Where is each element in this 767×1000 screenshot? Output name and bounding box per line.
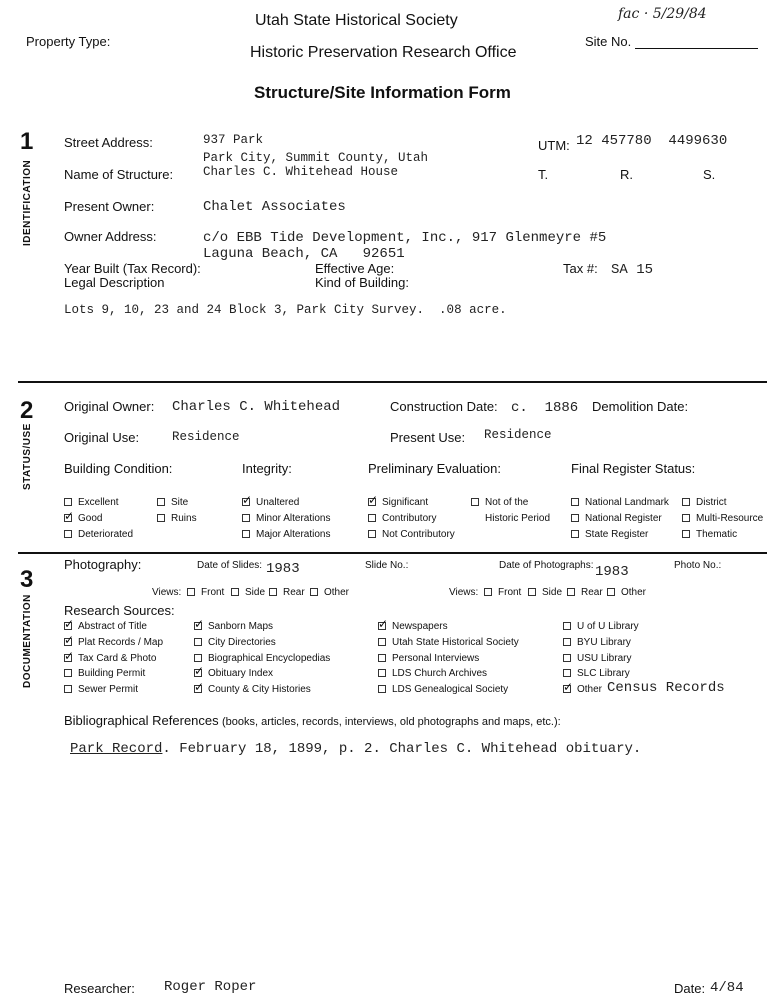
section-2-divider [18, 552, 767, 554]
section-2-number: 2 [20, 397, 34, 424]
checkbox-checked-icon [64, 514, 72, 522]
utm-label: UTM: [538, 138, 570, 153]
checkbox-icon [194, 638, 202, 646]
checkbox-icon [563, 622, 571, 630]
condition-label: Building Condition: [64, 461, 173, 476]
construction-date-label: Construction Date: [390, 399, 498, 414]
construction-date: c. 1886 [511, 400, 579, 416]
checkbox-icon [242, 530, 250, 538]
property-type-label: Property Type: [26, 34, 111, 49]
building-kind-label: Kind of Building: [315, 275, 409, 290]
legal-description-label: Legal Description [64, 275, 165, 290]
form-title: Structure/Site Information Form [254, 83, 511, 102]
research-obituary[interactable]: ✓Obituary Index [194, 668, 273, 679]
tax-label: Tax #: [563, 261, 598, 276]
t-label: T. [538, 167, 549, 182]
views-slides-rear[interactable]: Rear [269, 587, 305, 598]
views-photos-label: Views: [449, 587, 479, 598]
views-photos-other[interactable]: Other [607, 587, 646, 598]
slides-date: 1983 [266, 561, 300, 577]
checkbox-icon [607, 588, 615, 596]
section-1-number: 1 [20, 128, 34, 155]
register-state-register[interactable]: State Register [571, 529, 648, 540]
research-other[interactable]: ✓Other [563, 684, 602, 695]
research-plat[interactable]: ✓Plat Records / Map [64, 637, 163, 648]
present-use-label: Present Use: [390, 430, 466, 445]
evaluation-label: Preliminary Evaluation: [368, 461, 501, 476]
register-national-register[interactable]: National Register [571, 513, 662, 524]
checkbox-icon [194, 654, 202, 662]
research-building-permit[interactable]: Building Permit [64, 668, 145, 679]
slides-date-label: Date of Slides: [197, 560, 263, 571]
date-label: Date: [674, 981, 706, 996]
section-3-number: 3 [20, 566, 34, 593]
original-use: Residence [172, 430, 240, 444]
research-byu[interactable]: BYU Library [563, 637, 631, 648]
street-address-label: Street Address: [64, 135, 153, 150]
checkbox-checked-icon [64, 622, 72, 630]
office-name: Historic Preservation Research Office [250, 44, 517, 61]
photo-no-label: Photo No.: [674, 560, 722, 571]
checkbox-checked-icon [194, 669, 202, 677]
condition-ruins[interactable]: Ruins [157, 513, 197, 524]
site-no-label: Site No. [585, 34, 758, 49]
research-lds-genealogical[interactable]: LDS Genealogical Society [378, 684, 508, 695]
research-abstract[interactable]: ✓Abstract of Title [64, 621, 147, 632]
original-use-label: Original Use: [64, 430, 140, 445]
checkbox-icon [269, 588, 277, 596]
checkbox-icon [231, 588, 239, 596]
register-multi-resource[interactable]: Multi-Resource [682, 513, 763, 524]
checkbox-icon [368, 514, 376, 522]
checkbox-icon [242, 514, 250, 522]
checkbox-icon [563, 638, 571, 646]
checkbox-icon [64, 530, 72, 538]
research-label: Research Sources: [64, 603, 175, 618]
year-built-label: Year Built (Tax Record): [64, 261, 201, 276]
checkbox-checked-icon [378, 622, 386, 630]
checkbox-icon [378, 685, 386, 693]
section-3-vertical-label: DOCUMENTATION [22, 594, 33, 688]
checkbox-icon [471, 498, 479, 506]
present-use: Residence [484, 428, 552, 442]
original-owner-label: Original Owner: [64, 399, 155, 414]
researcher-name: Roger Roper [164, 979, 257, 995]
research-interviews[interactable]: Personal Interviews [378, 653, 479, 664]
legal-description: Lots 9, 10, 23 and 24 Block 3, Park City Survey. .08 acre. [64, 303, 507, 317]
checkbox-icon [64, 498, 72, 506]
research-other-value: Census Records [607, 680, 725, 696]
checkbox-icon [567, 588, 575, 596]
checkbox-icon [571, 514, 579, 522]
street-address-line1: 937 Park [203, 133, 264, 147]
utm-value: 12 457780 4499630 [576, 133, 728, 149]
demolition-date-label: Demolition Date: [592, 399, 689, 414]
checkbox-icon [563, 654, 571, 662]
research-county-histories[interactable]: ✓County & City Histories [194, 684, 311, 695]
register-thematic[interactable]: Thematic [682, 529, 737, 540]
research-newspapers[interactable]: ✓Newspapers [378, 621, 448, 632]
owner-address-line1: c/o EBB Tide Development, Inc., 917 Glenmeyre #5 [203, 230, 607, 246]
biblio-heading: Bibliographical References (books, articles, records, interviews, old photographs and maps, etc.): [64, 713, 561, 728]
structure-name: Charles C. Whitehead House [203, 165, 399, 179]
tax-value: SA 15 [611, 262, 654, 278]
checkbox-icon [571, 530, 579, 538]
site-no-field [635, 37, 758, 49]
register-label: Final Register Status: [571, 461, 696, 476]
checkbox-icon [484, 588, 492, 596]
integrity-label: Integrity: [242, 461, 292, 476]
checkbox-icon [378, 638, 386, 646]
checkbox-checked-icon [64, 638, 72, 646]
register-district[interactable]: District [682, 497, 727, 508]
evaluation-contributory[interactable]: Contributory [368, 513, 436, 524]
condition-deteriorated[interactable]: Deteriorated [64, 529, 133, 540]
checkbox-icon [528, 588, 536, 596]
checkbox-checked-icon [242, 498, 250, 506]
views-photos-front[interactable]: Front [484, 587, 521, 598]
biblio-text: . February 18, 1899, p. 2. Charles C. Whitehead obituary. [162, 741, 642, 757]
org-name: Utah State Historical Society [255, 12, 458, 29]
checkbox-icon [682, 530, 690, 538]
views-slides-side[interactable]: Side [231, 587, 265, 598]
photography-label: Photography: [64, 557, 142, 572]
research-city-directories[interactable]: City Directories [194, 637, 276, 648]
section-2-vertical-label: STATUS/USE [22, 423, 33, 490]
owner-address-line2: Laguna Beach, CA 92651 [203, 246, 405, 262]
register-national-landmark[interactable]: National Landmark [571, 497, 669, 508]
evaluation-not-contributory[interactable]: Not Contributory [368, 529, 455, 540]
structure-name-label: Name of Structure: [64, 167, 174, 182]
section-1-divider [18, 381, 767, 383]
condition-excellent[interactable]: Excellent [64, 497, 119, 508]
s-label: S. [703, 167, 716, 182]
original-owner: Charles C. Whitehead [172, 399, 341, 415]
biblio-title: Park Record [70, 741, 163, 757]
views-slides-other[interactable]: Other [310, 587, 349, 598]
checkbox-icon [682, 498, 690, 506]
street-address-line2: Park City, Summit County, Utah [203, 151, 429, 165]
photos-date-label: Date of Photographs: [499, 560, 594, 571]
integrity-minor[interactable]: Minor Alterations [242, 513, 330, 524]
evaluation-not-of-period-line2: Historic Period [485, 513, 551, 524]
research-usu[interactable]: USU Library [563, 653, 631, 664]
checkbox-icon [368, 530, 376, 538]
checkbox-icon [682, 514, 690, 522]
evaluation-significant[interactable]: ✓Significant [368, 497, 428, 508]
r-label: R. [620, 167, 633, 182]
handwritten-note: fac · 5/29/84 [618, 6, 707, 22]
integrity-unaltered[interactable]: ✓Unaltered [242, 497, 299, 508]
research-slc[interactable]: SLC Library [563, 668, 630, 679]
checkbox-icon [157, 514, 165, 522]
date-value: 4/84 [710, 980, 744, 996]
integrity-major[interactable]: Major Alterations [242, 529, 330, 540]
checkbox-icon [310, 588, 318, 596]
owner-address-label: Owner Address: [64, 229, 157, 244]
owner-label: Present Owner: [64, 199, 155, 214]
checkbox-icon [571, 498, 579, 506]
owner-value: Chalet Associates [203, 199, 346, 215]
slide-no-label: Slide No.: [365, 560, 409, 571]
research-sewer-permit[interactable]: Sewer Permit [64, 684, 138, 695]
research-uofu[interactable]: U of U Library [563, 621, 639, 632]
views-slides-front[interactable]: Front [187, 587, 224, 598]
checkbox-icon [378, 654, 386, 662]
checkbox-checked-icon [563, 685, 571, 693]
researcher-label: Researcher: [64, 981, 135, 996]
views-photos-rear[interactable]: Rear [567, 587, 603, 598]
views-photos-side[interactable]: Side [528, 587, 562, 598]
evaluation-not-of-period[interactable]: Not of the [471, 497, 528, 508]
checkbox-checked-icon [194, 622, 202, 630]
research-tax-card[interactable]: ✓Tax Card & Photo [64, 653, 156, 664]
effective-age-label: Effective Age: [315, 261, 395, 276]
biblio-entry [70, 741, 641, 757]
photos-date: 1983 [595, 564, 629, 580]
research-ushs[interactable]: Utah State Historical Society [378, 637, 519, 648]
views-slides-label: Views: [152, 587, 182, 598]
checkbox-checked-icon [64, 654, 72, 662]
checkbox-icon [378, 669, 386, 677]
condition-good[interactable]: ✓Good [64, 513, 102, 524]
research-sanborn[interactable]: ✓Sanborn Maps [194, 621, 273, 632]
section-1-vertical-label: IDENTIFICATION [22, 159, 33, 246]
checkbox-icon [563, 669, 571, 677]
research-lds-archives[interactable]: LDS Church Archives [378, 668, 487, 679]
research-biographical[interactable]: Biographical Encyclopedias [194, 653, 330, 664]
checkbox-icon [187, 588, 195, 596]
checkbox-icon [64, 685, 72, 693]
checkbox-checked-icon [194, 685, 202, 693]
checkbox-icon [64, 669, 72, 677]
condition-site[interactable]: Site [157, 497, 188, 508]
checkbox-checked-icon [368, 498, 376, 506]
checkbox-icon [157, 498, 165, 506]
